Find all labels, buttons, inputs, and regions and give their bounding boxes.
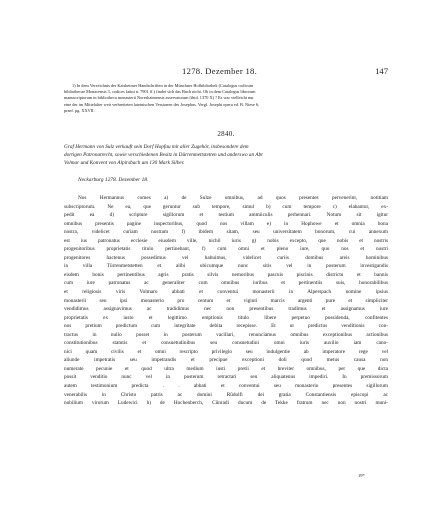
body-line: autem testimonium predicta . . abbati et conventui seu monasterio presentes sigillorum	[64, 383, 388, 390]
body-line: progenitoribus proprietatis titulo pertinebant, f) cum omni et pleno iure, quo nos et nostri	[64, 246, 388, 253]
footnote-line: bibliothecae Monacensis 3, codices latini n. 7901 ff.) findet sich das Buch nicht. Ob in dem Catalogus librorum	[64, 89, 256, 95]
footnote-line: manuscriptorum in bibliotheca monasterii Noreshaimensis asservatorum (ibid. 1370 X) ? Es war vielleicht nur	[64, 95, 254, 101]
body-line: nici quam civilis et omni rescripto privilegio seu indulgentie ab imperatore rege vel	[64, 348, 388, 355]
regest-summary	[64, 143, 388, 168]
regest-line: Volmar und Konvent von Alpirsbach um 130 Mark Silber.	[64, 160, 185, 167]
footnote-line: eine der im Mittelalter weit verbreiteten lateinischen Versionen des Josephus. Vergl. Josephi opera ed. B. Niese 6,	[64, 101, 260, 107]
footnote	[64, 83, 388, 114]
document-number: 2840.	[217, 130, 235, 138]
body-line: possit venditio nunc vel in posterum retractari seu aliquatenus impediri. In premissorum	[64, 374, 388, 381]
body-line: progenitores hactenus possedimus vel habuimus, videlicet curiis domibus areis hominibus	[64, 254, 388, 261]
charter-body	[64, 194, 388, 408]
footnote-line: 1) In dem Verzeichnis der Kaisheimer Handschriften in der Münchner Hofbibliothek (Catalogus codicum	[72, 83, 254, 88]
body-line: monasterii seu ipsi monasterio pro centum et viginti marcis argenti pure et simpliciter	[64, 297, 388, 304]
body-line: in villa Türrenmetstetten et alibi ubicumque nunc sitis vel in posterum investigandis	[64, 263, 388, 270]
body-line: omnibus presentis pagine inspectoribus, quod nos villam e) in Hophowe et omnia bona	[64, 220, 388, 227]
body-line: cum iure patronatus ac generaliter cum omnibus iuribus et pertinentiis suis, honorabilibus	[64, 280, 388, 287]
body-line: venerabilis in Christo patris ac domini Rûdolfi dei gratia Constantiensis episcopi ac	[64, 391, 388, 398]
body-line: nostra, videlicet curiam nostram f) ibidem sitam, seu universitatem bonorum, cui annexum	[64, 229, 388, 236]
body-line: numerate pecunie et quod ultra medium iusti pretii et breviter omnibus, per que dicta	[64, 365, 388, 372]
body-line: pedit ea d) scripture sigillorum et testium ammiiculis perhennari. Notum sit igitur	[64, 212, 388, 219]
signature-mark: 19*	[358, 473, 365, 478]
footnote-line: praef. pg. XXVII.	[64, 107, 95, 113]
body-line: est ius patronatus ecclesie eiusdem ville, nichil iuris g) nobis excepto, que nobis et nostris	[64, 237, 388, 244]
body-line: Nos Hermannus comes a) de Sulze omnibus, ad quos presentes pervenerint, notitiam	[78, 195, 388, 201]
body-line: nos pretium predictum cum integritate debita recepisse. Et ut predictus venditionis con-	[64, 323, 388, 330]
body-line: proprietatis ex iusto et legittimo emptionis titulo libere perpetuo possidenda, confitentes	[64, 314, 388, 321]
body-line: aliunde impetratis seu impetrandis et precipue exceptioni doli quod metus causa non	[64, 357, 388, 364]
body-line: et religiosis viris Volmaro abbati et conventui monasterii in Alperspach nomine ipsius	[64, 289, 388, 296]
body-line: vendidimus assignavimus ac tradidimus nec non presentibus tradimus et assignamus iure	[64, 306, 388, 313]
body-line: eisdem bonis pertinentibus agris pratis silvis nemoribus pascuis piscinis districtu et bannis	[64, 271, 388, 278]
dateline: Neckarburg 1278. Dezember 18.	[78, 177, 149, 183]
running-head-date: 1278. Dezember 18.	[182, 66, 258, 76]
body-line: constitutionibus statutis et consuetudinibus seu consuetudini omni iuris auxilio iam cano-	[64, 340, 388, 347]
regest-line: Graf Hermann von Sulz verkauft sein Dorf Hopfau mit aller Zugehör, insbesondere dem	[64, 144, 249, 150]
body-line: tractus in nullo posset in posterum vacillari, renunciamus omnibus exceptionibus actionibus	[64, 331, 388, 338]
page-number: 147	[375, 66, 388, 76]
running-head	[64, 66, 388, 80]
body-line: subscriptorum. Ne ea, que geruntur sub tempore, simul b) cum tempore c) elabantur, ex-	[64, 203, 388, 210]
body-line: nobilium virorum Ludewici h) de Hochenberch, Cûnradi ducum de Tekke fratrum nec non nostri muni-	[64, 400, 388, 407]
regest-line: dortigen Patronatrecht, sowie verschiedenen Besitz in Dürrenmettstetten und anderswo an Abt	[64, 152, 263, 159]
